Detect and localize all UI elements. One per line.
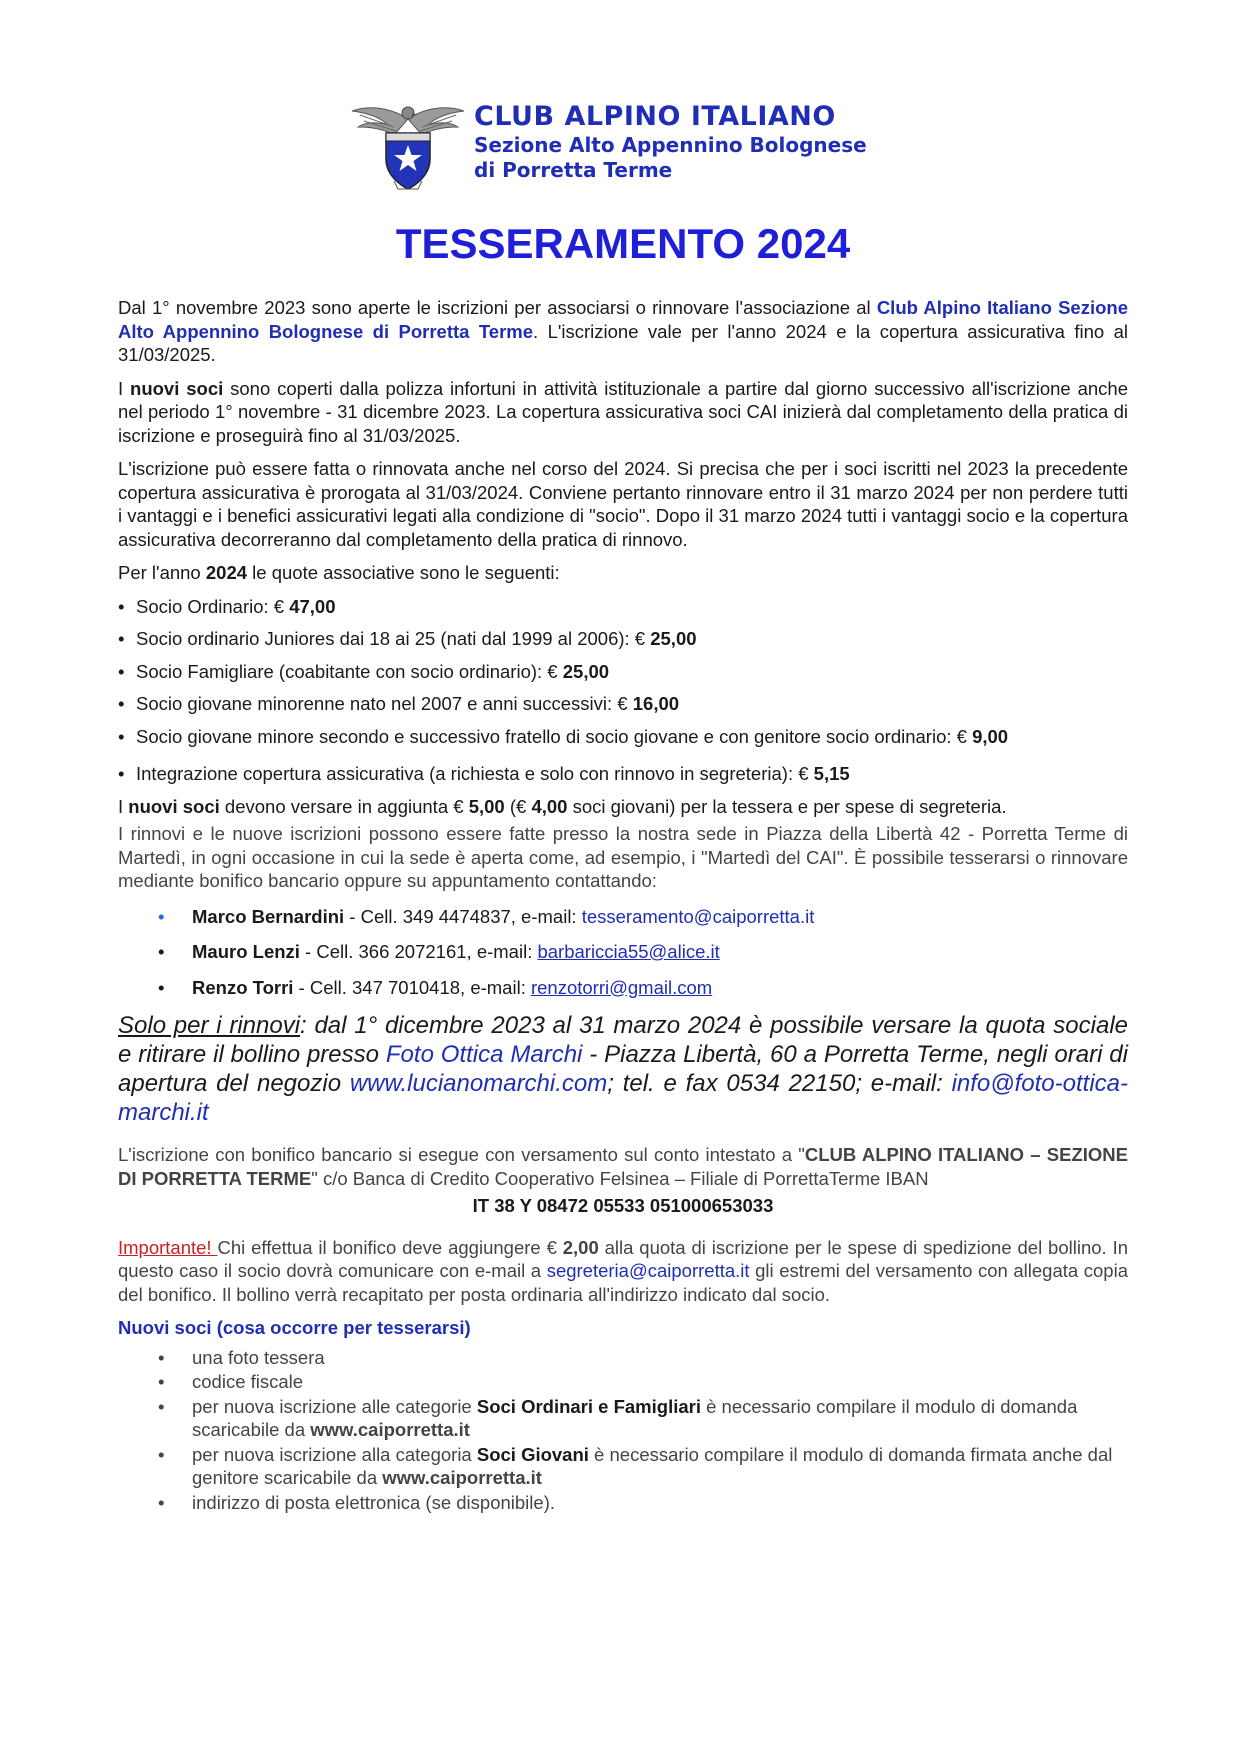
bold-text: 5,00 [468,795,505,817]
text: Chi effettua il bonifico deve aggiungere € [217,1236,563,1258]
club-name: Club Alpino Italiano Sezione Alto Appennino Bolognese di Porretta Terme [118,297,1129,342]
bullet-icon: • [158,976,165,998]
text: indirizzo di posta elettronica (se disponibile). [192,1491,555,1513]
fee-amount: 25,00 [650,628,697,649]
contact-item [118,905,1128,929]
text: I [118,377,131,399]
fee-item [118,692,1128,716]
bank-transfer-paragraph [118,1143,1128,1190]
contact-email-link[interactable]: barbariccia55@alice.it [537,941,720,962]
contact-list [118,905,1128,1000]
notice-lead: Solo per i rinnovi [118,1012,301,1039]
bullet-icon: • [158,1491,165,1513]
bold-text: 2,00 [562,1236,599,1258]
text: per nuova iscrizione alla categoria [192,1443,477,1465]
secretary-email-link[interactable]: segreteria@caiporretta.it [546,1260,750,1281]
text: (€ [504,795,532,817]
text: : dal 1° dicembre 2023 al 31 marzo 2024 è possibile versare la quota sociale e ritirare il bollino presso [118,1012,1128,1068]
fee-label: Socio Ordinario: € [136,595,290,617]
website-link[interactable]: www.caiporretta.it [382,1467,542,1488]
bold-text: Soci Giovani [476,1443,589,1465]
text: è necessario compilare il modulo di domanda scaricabile da [192,1395,1078,1440]
requirement-item [118,1395,1128,1442]
requirement-item [118,1491,1128,1515]
text: I [118,795,129,817]
text: - Piazza Libertà, 60 a Porretta Terme, negli orari di apertura del negozio [118,1041,1128,1097]
text: L'iscrizione con bonifico bancario si esegue con versamento sul conto intestato a " [118,1144,805,1165]
shop-name: Foto Ottica Marchi [385,1041,583,1068]
contact-details: - Cell. 349 4474837, e-mail: [344,905,582,927]
text: devono versare in aggiunta € [219,795,469,817]
bold-text: Soci Ordinari e Famigliari [476,1395,701,1417]
requirements-heading: Nuovi soci (cosa occorre per tesserarsi) [118,1317,471,1338]
contact-details: - Cell. 347 7010418, e-mail: [293,976,531,998]
fee-amount: 47,00 [289,595,336,617]
contact-email-link[interactable]: renzotorri@gmail.com [530,976,713,998]
fee-item [118,725,1128,749]
letterhead [350,97,990,193]
contact-name: Renzo Torri [192,976,294,998]
text: alla quota di iscrizione per le spese di spedizione del bollino. In questo caso il socio dovrà comunicare con e-mail a [118,1236,1128,1281]
renewals-only-notice [118,1011,1128,1127]
organization-name-block [474,101,867,183]
renewal-info-paragraph: I rinnovi e le nuove iscrizioni possono essere fatte presso la nostra sede in Piazza della Libertà 42 - Porretta Terme di Martedì, in ogni occasione in cui la sede è aperta come, ad esempio, i "Martedì del CAI". È possibile tesserarsi o rinnovare mediante bonifico bancario oppure su appuntamento contattando: [118,823,1128,891]
bullet-icon: • [158,1346,165,1368]
text: è necessario compilare il modulo di domanda firmata anche dal genitore scaricabile da [192,1443,1113,1488]
bullet-icon: • [158,905,165,927]
contact-email-link[interactable]: tesseramento@caiporretta.it [581,905,815,927]
text: una foto tessera [192,1346,325,1368]
fee-label: Socio giovane minorenne nato nel 2007 e anni successivi: € [136,693,633,714]
text: soci giovani) per la tessera e per spese di segreteria. [567,795,1007,817]
bullet-icon: • [158,1395,165,1417]
bullet-icon: • [158,1371,165,1392]
intro-paragraph-1 [118,296,1128,367]
bold-text: nuovi soci [128,795,220,817]
fee-list [118,595,1128,786]
bold-text: CLUB ALPINO ITALIANO – SEZIONE DI PORRETTA TERME [118,1144,1128,1189]
org-section: Sezione Alto Appennino Bolognese [474,133,867,157]
bullet-icon: • [158,941,165,962]
intro-paragraph-3: L'iscrizione può essere fatta o rinnovata anche nel corso del 2024. Si precisa che per i soci iscritti nel 2023 la precedente copertura assicurativa è prorogata al 31/03/2024. Conviene pertanto rinnovare entro il 31 marzo 2024 per non perdere tutti i vantaggi e i benefici assicurativi legati alla condizione di "socio". Dopo il 31 marzo 2024 tutti i vantaggi socio e la copertura assicurativa decorreranno dal completamento della pratica di rinnovo. [118,458,1128,550]
text: . L'iscrizione vale per l'anno 2024 e la copertura assicurativa fino al 31/03/2025. [118,320,1128,365]
fee-label: Integrazione copertura assicurativa (a richiesta e solo con rinnovo in segreteria): € [136,763,814,784]
org-location: di Porretta Terme [474,158,673,182]
fee-item [118,762,1128,786]
contact-item [118,940,1128,964]
fee-amount: 5,15 [813,763,850,784]
fee-item [118,660,1128,684]
fee-amount: 9,00 [972,725,1009,747]
text: sono coperti dalla polizza infortuni in attività istituzionale a partire dal giorno successivo all'iscrizione anche nel periodo 1° novembre - 31 dicembre 2023. La copertura assicurativa soci CAI inizierà dal completamento della pratica di iscrizione e proseguirà fino al 31/03/2025. [118,377,1128,446]
requirements-list [118,1346,1128,1515]
fee-amount: 16,00 [632,693,680,714]
important-label: Importante! [118,1236,218,1258]
contact-item [118,976,1128,1000]
fee-item [118,595,1128,619]
text: le quote associative sono le seguenti: [247,562,560,583]
intro-paragraph-2 [118,377,1128,448]
page-title: TESSERAMENTO 2024 [395,220,851,267]
bold-text: 2024 [205,562,248,583]
website-link[interactable]: www.caiporretta.it [310,1419,470,1440]
intro-paragraph-4 [118,561,1128,585]
bullet-icon: • [158,1443,165,1465]
iban-code: IT 38 Y 08472 05533 051000653033 [472,1195,774,1216]
contact-name: Marco Bernardini [192,905,345,927]
new-members-fee-paragraph [118,795,1128,819]
fee-label: Socio ordinario Juniores dai 18 ai 25 (nati dal 1999 al 2006): € [136,628,651,649]
shop-email-link[interactable]: info@foto-ottica-marchi.it [118,1070,1128,1126]
text: Per l'anno [118,562,206,583]
fee-item [118,627,1128,651]
important-paragraph [118,1236,1128,1307]
bold-text: nuovi soci [130,377,224,399]
cai-eagle-logo-icon [350,97,466,193]
text: gli estremi del versamento con allegata copia del bonifico. Il bollino verrà recapitato per posta ordinaria all'indirizzo indicato dal socio. [118,1260,1128,1305]
contact-details: - Cell. 366 2072161, e-mail: [299,941,538,962]
requirement-item [118,1443,1128,1490]
contact-name: Mauro Lenzi [192,941,300,962]
fee-amount: 25,00 [562,660,610,682]
bold-text: 4,00 [531,795,568,817]
text: " c/o Banca di Credito Cooperativo Felsinea – Filiale di PorrettaTerme IBAN [311,1167,929,1189]
text: codice fiscale [192,1371,304,1392]
requirement-item [118,1346,1128,1370]
document-body [118,296,1128,1515]
shop-website-link[interactable]: www.lucianomarchi.com [349,1070,608,1097]
text: ; tel. e fax 0534 22150; e-mail: [607,1070,952,1097]
fee-label: Socio Famigliare (coabitante con socio ordinario): € [136,660,563,682]
requirement-item [118,1370,1128,1394]
text: per nuova iscrizione alle categorie [192,1395,477,1417]
org-name: CLUB ALPINO ITALIANO [474,101,836,132]
fee-label: Socio giovane minore secondo e successivo fratello di socio giovane e con genitore socio ordinario: € [136,725,973,747]
text: Dal 1° novembre 2023 sono aperte le iscrizioni per associarsi o rinnovare l'associazione al [118,297,877,318]
